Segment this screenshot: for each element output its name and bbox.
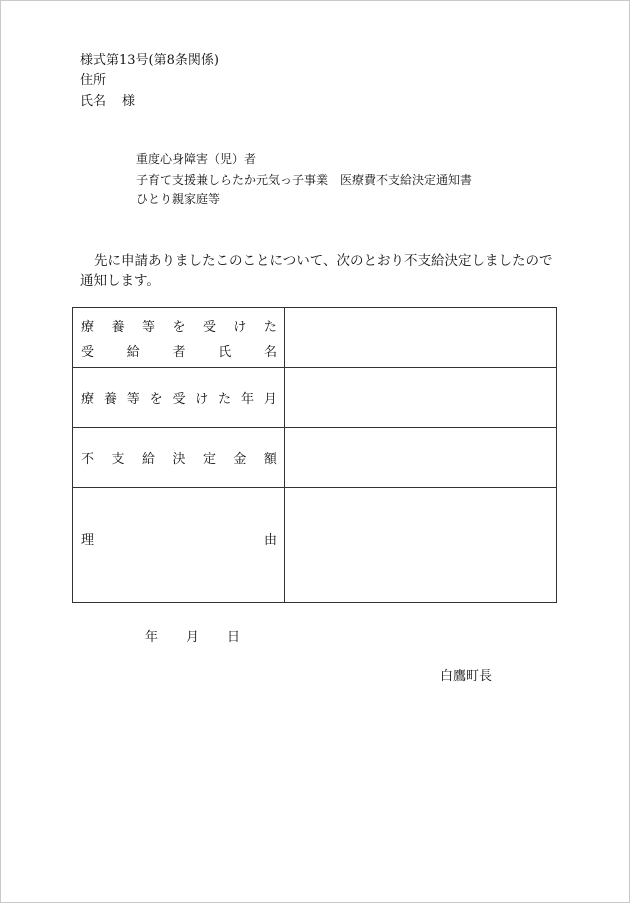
label-char: 受 xyxy=(202,319,216,335)
date-month: 月 xyxy=(186,630,200,645)
body-text-line-2: 通知します。 xyxy=(80,273,160,289)
label-char: を xyxy=(149,392,163,407)
table-row-reason xyxy=(73,488,557,603)
table-row-recipient xyxy=(73,308,557,368)
label-char: 不 xyxy=(81,452,95,467)
label-char: 年 xyxy=(241,392,255,407)
table-row-amount xyxy=(73,428,557,488)
label-char: 理 xyxy=(81,533,95,548)
value-treatment-month[interactable] xyxy=(285,368,557,428)
label-char: 養 xyxy=(111,319,125,335)
subject-line-2: 子育て支援兼しらたか元気っ子事業 医療費不支給決定通知書 xyxy=(136,173,473,187)
label-char: 支 xyxy=(111,452,125,467)
value-non-payment-amount[interactable] xyxy=(285,428,557,488)
label-char: 者 xyxy=(172,344,186,360)
table-row-treatment-month xyxy=(73,368,557,428)
label-char: 額 xyxy=(263,452,277,467)
label-treatment-month xyxy=(73,368,285,428)
label-char: 名 xyxy=(263,344,277,360)
label-char: を xyxy=(172,319,186,335)
label-char: 由 xyxy=(263,533,277,548)
subject-line-3: ひとり親家庭等 xyxy=(136,192,221,206)
issuer: 白鷹町長 xyxy=(440,669,493,684)
label-char: た xyxy=(218,392,232,407)
label-char: 給 xyxy=(141,452,155,467)
label-char: 療 xyxy=(81,392,95,407)
label-char: 等 xyxy=(141,319,155,335)
date-day: 日 xyxy=(227,630,241,645)
value-reason[interactable] xyxy=(285,488,557,603)
decision-table xyxy=(72,307,557,603)
date-year: 年 xyxy=(145,630,159,645)
label-char: 金 xyxy=(233,452,247,467)
label-reason xyxy=(73,488,285,603)
label-char: 給 xyxy=(126,344,140,360)
label-recipient-name xyxy=(73,308,285,368)
body-text-line-1: 先に申請ありましたこのことについて、次のとおり不支給決定しましたので xyxy=(94,253,553,269)
label-char: 受 xyxy=(172,392,186,407)
address-label: 住所 xyxy=(80,73,107,88)
label-char: 月 xyxy=(263,392,277,407)
date-line xyxy=(145,626,240,645)
subject-line-1: 重度心身障害（児）者 xyxy=(136,152,257,166)
label-line-2 xyxy=(81,341,277,360)
label-char: 受 xyxy=(81,344,95,360)
value-recipient-name[interactable] xyxy=(285,308,557,368)
label-char: た xyxy=(263,319,277,335)
label-char: け xyxy=(195,392,209,407)
label-char: 氏 xyxy=(218,344,232,360)
label-char: 等 xyxy=(126,392,140,407)
name-label: 氏名 xyxy=(80,94,107,109)
recipient-name-line xyxy=(80,90,135,109)
label-char: け xyxy=(233,319,247,335)
label-char: 定 xyxy=(202,452,216,467)
label-char: 療 xyxy=(81,319,95,335)
honorific: 様 xyxy=(122,94,136,109)
label-non-payment-amount xyxy=(73,428,285,488)
label-line-1 xyxy=(81,316,277,335)
form-number: 様式第13号(第8条関係) xyxy=(80,53,219,68)
label-char: 決 xyxy=(172,452,186,467)
label-char: 養 xyxy=(103,392,117,407)
